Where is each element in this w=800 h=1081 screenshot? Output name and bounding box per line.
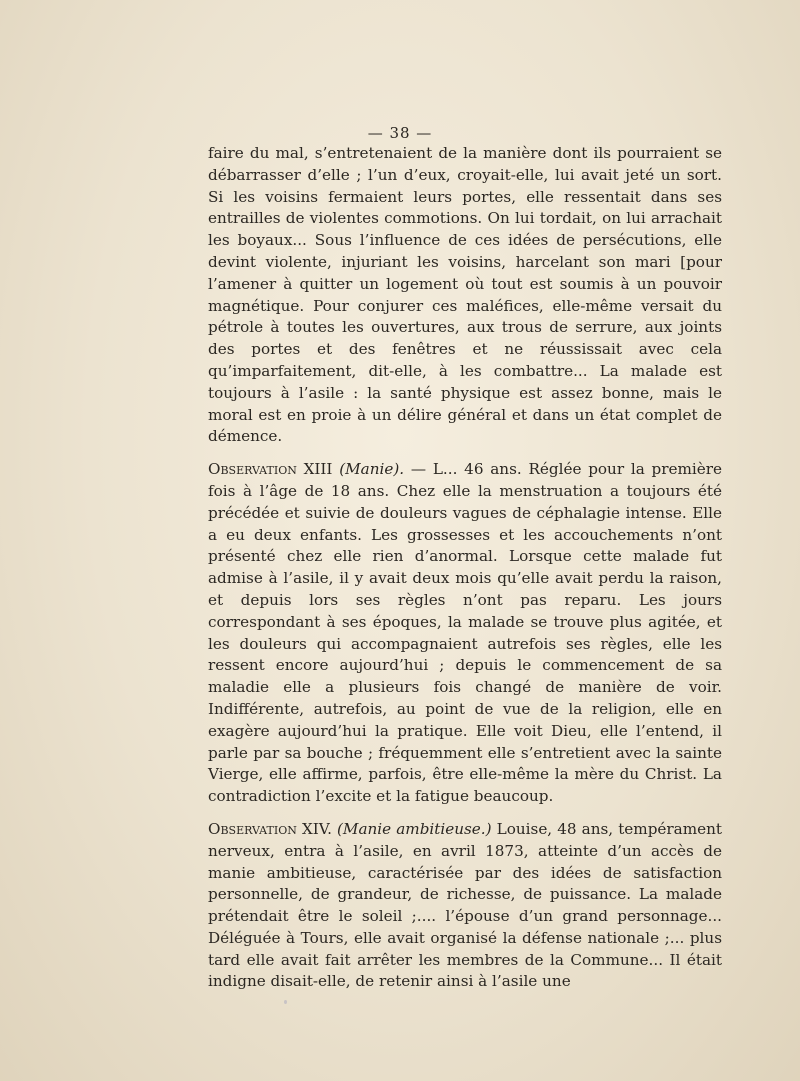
paragraph-text: — L... 46 ans. Réglée pour la première fois à l’âge de 18 ans. Chez elle la menstruation a toujours été précédée et suivie de douleurs vagues de céphalagie intense. Elle a eu deux enfants. Les grossesses et les accouchements n’ont présenté chez elle rien d’anormal. Lorsque cette malade fut admise à l’asile, il y avait deux mois qu’elle avait perdu la raison, et depuis lors ses règles n’ont pas reparu. Les jours correspondant à ses époques, la malade se trouve plus agitée, et les douleurs qui accompagnaient autrefois ses règles, elle les ressent encore aujourd’hui ; depuis le commencement de sa maladie elle a plusieurs fois changé de manière de voir. Indifférente, autrefois, au point de vue de la religion, elle en exagère aujourd’hui la pratique. Elle voit Dieu, elle l’entend, il parle par sa bouche ; fréquemment elle s’entretient avec la sainte Vierge, elle affirme, parfois, être elle-même la mère du Christ. La contradiction l’excite et la fatigue beaucoup. (208, 460, 722, 806)
paragraph-text: Louise, 48 ans, tempérament nerveux, entra à l’asile, en avril 1873, atteinte d’un accès de manie ambitieuse, caractérisée par des idées de satisfaction personnelle, de grandeur, de richesse, de puissance. La malade prétendait être le soleil ;.... l’épouse d’un grand personnage... Déléguée à Tours, elle avait organisé la défense nationale ;... plus tard elle avait fait arrêter les membres de la Commune... Il était indigne disait-elle, de retenir ainsi à l’asile une (208, 819, 722, 991)
body-text (208, 143, 722, 993)
observation-label: Observation XIV. (208, 819, 332, 838)
paper-speck (284, 1000, 287, 1004)
paragraph-observation-xiv (208, 819, 722, 993)
observation-diagnosis: (Manie). (339, 460, 405, 479)
observation-diagnosis: (Manie ambitieuse.) (337, 819, 492, 838)
page-number: — 38 — (367, 124, 433, 142)
paragraph-observation-xiii (208, 459, 722, 808)
paragraph-continuation (208, 143, 722, 448)
observation-label: Observation XIII (208, 460, 333, 479)
paragraph-text: faire du mal, s’entretenaient de la manière dont ils pourraient se débarrasser d’elle ; l’un d’eux, croyait-elle, lui avait jeté un sort. Si les voisins fermaient leurs portes, elle ressentait dans ses entrailles de violentes commotions. On lui tordait, on lui arrachait les boyaux... Sous l’influence de ces idées de persécutions, elle devint violente, injuriant les voisins, harcelant son mari [pour l’amener à quitter un logement où tout est soumis à un pouvoir magnétique. Pour conjurer ces maléfices, elle-même versait du pétrole à toutes les ouvertures, aux trous de serrure, aux joints des portes et des fenêtres et ne réussissait avec cela qu’imparfaitement, dit-elle, à les combattre... La malade est toujours à l’asile : la santé physique est assez bonne, mais le moral est en proie à un délire général et dans un état complet de démence. (208, 144, 722, 446)
